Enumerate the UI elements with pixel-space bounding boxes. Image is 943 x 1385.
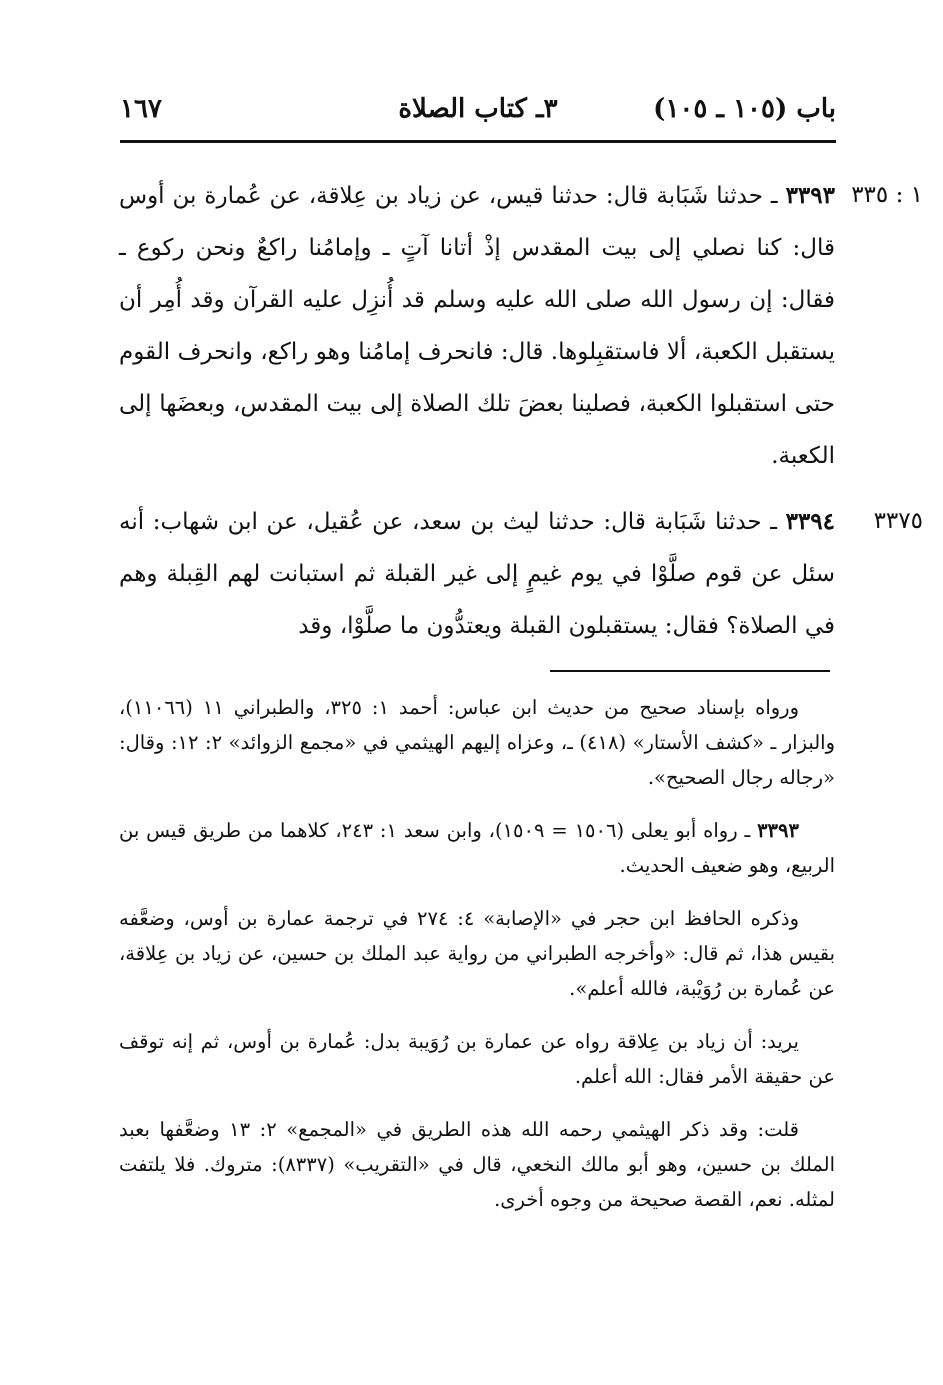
- footnote: [119, 901, 835, 1006]
- footnote-text: ورواه بإسناد صحيح من حديث ابن عباس: أحمد ١: ٣٢٥، والطبراني ١١ (١١٠٦٦)، والبزار ـ «كشف الأستار» (٤١٨) ـ، وعزاه إليهم الهيثمي في «مجمع الزوائد» ٢: ١٢: وقال: «رجاله رجال الصحيح».: [119, 696, 835, 789]
- footnote-text: وذكره الحافظ ابن حجر في «الإصابة» ٤: ٢٧٤ في ترجمة عمارة بن أوس، وضعَّفه بقيس هذا، ثم قال: «وأخرجه الطبراني من رواية عبد الملك بن حسين، عن زياد بن عِلاقة، عن عُمارة بن رُوَيْبة، فالله أعلم».: [119, 907, 835, 1000]
- hadith-text: ـ حدثنا شَبَابة قال: حدثنا قيس، عن زياد بن عِلاقة، عن عُمارة بن أوس قال: كنا نصلي إلى بيت المقدس إذْ أتانا آتٍ ـ وإمامُنا راكعٌ ونحن ركوع ـ فقال: إن رسول الله صلى الله عليه وسلم قد أُنزِل عليه القرآن وقد أُمِر أن يستقبل الكعبة، ألا فاستقبِلوها. قال: فانحرف إمامُنا وهو راكع، وانحرف القوم حتى استقبلوا الكعبة، فصلينا بعضَ تلك الصلاة إلى بيت المقدس، وبعضَها إلى الكعبة.: [119, 183, 835, 469]
- margin-reference: ٣٣٧٥: [873, 508, 923, 534]
- footnote-separator: [550, 670, 830, 672]
- margin-reference: ١ : ٣٣٥: [851, 182, 923, 208]
- footnote-text: قلت: وقد ذكر الهيثمي رحمه الله هذه الطريق في «المجمع» ٢: ١٣ وضعَّفها بعبد الملك بن حسين، وهو أبو مالك النخعي، قال في «التقريب» (٨٣٣٧): متروك. فلا يلتفت لمثله. نعم، القصة صحيحة من وجوه أخرى.: [119, 1118, 836, 1211]
- hadith-number: ٣٣٩٤: [785, 508, 835, 535]
- header-rule: [120, 140, 836, 143]
- footnote-text: يريد: أن زياد بن عِلاقة رواه عن عمارة بن رُوَيبة بدل: عُمارة بن أوس، ثم إنه توقف عن حقيقة الأمر فقال: الله أعلم.: [119, 1030, 835, 1088]
- hadith-paragraph: [119, 170, 835, 482]
- footnote-text: ـ رواه أبو يعلى (١٥٠٦ = ١٥٠٩)، وابن سعد ١: ٢٤٣، كلاهما من طريق قيس بن الربيع، وهو ضعيف الحديث.: [119, 819, 835, 877]
- hadith-text: ـ حدثنا شَبَابة قال: حدثنا ليث بن سعد، عن عُقيل، عن ابن شهاب: أنه سئل عن قوم صلَّوْا في يوم غيمٍ إلى غير القبلة ثم استبانت لهم القِبلة وهم في الصلاة؟ فقال: يستقبلون القبلة ويعتدُّون ما صلَّوْا، وقد: [119, 509, 835, 639]
- hadith-number: ٣٣٩٣: [785, 182, 835, 209]
- book-title: ٣ـ كتاب الصلاة: [398, 94, 558, 124]
- footnote: [119, 1112, 835, 1217]
- footnote: [119, 1024, 835, 1094]
- page-number: ١٦٧: [120, 94, 162, 124]
- footnote: [119, 813, 835, 883]
- footnote: [119, 690, 835, 795]
- hadith-paragraph: [119, 496, 835, 652]
- footnotes: [119, 690, 835, 1235]
- footnote-number: ٣٣٩٣: [757, 819, 799, 842]
- running-header: [120, 88, 836, 132]
- chapter-heading: باب (١٠٥ ـ ١٠٥): [653, 94, 836, 124]
